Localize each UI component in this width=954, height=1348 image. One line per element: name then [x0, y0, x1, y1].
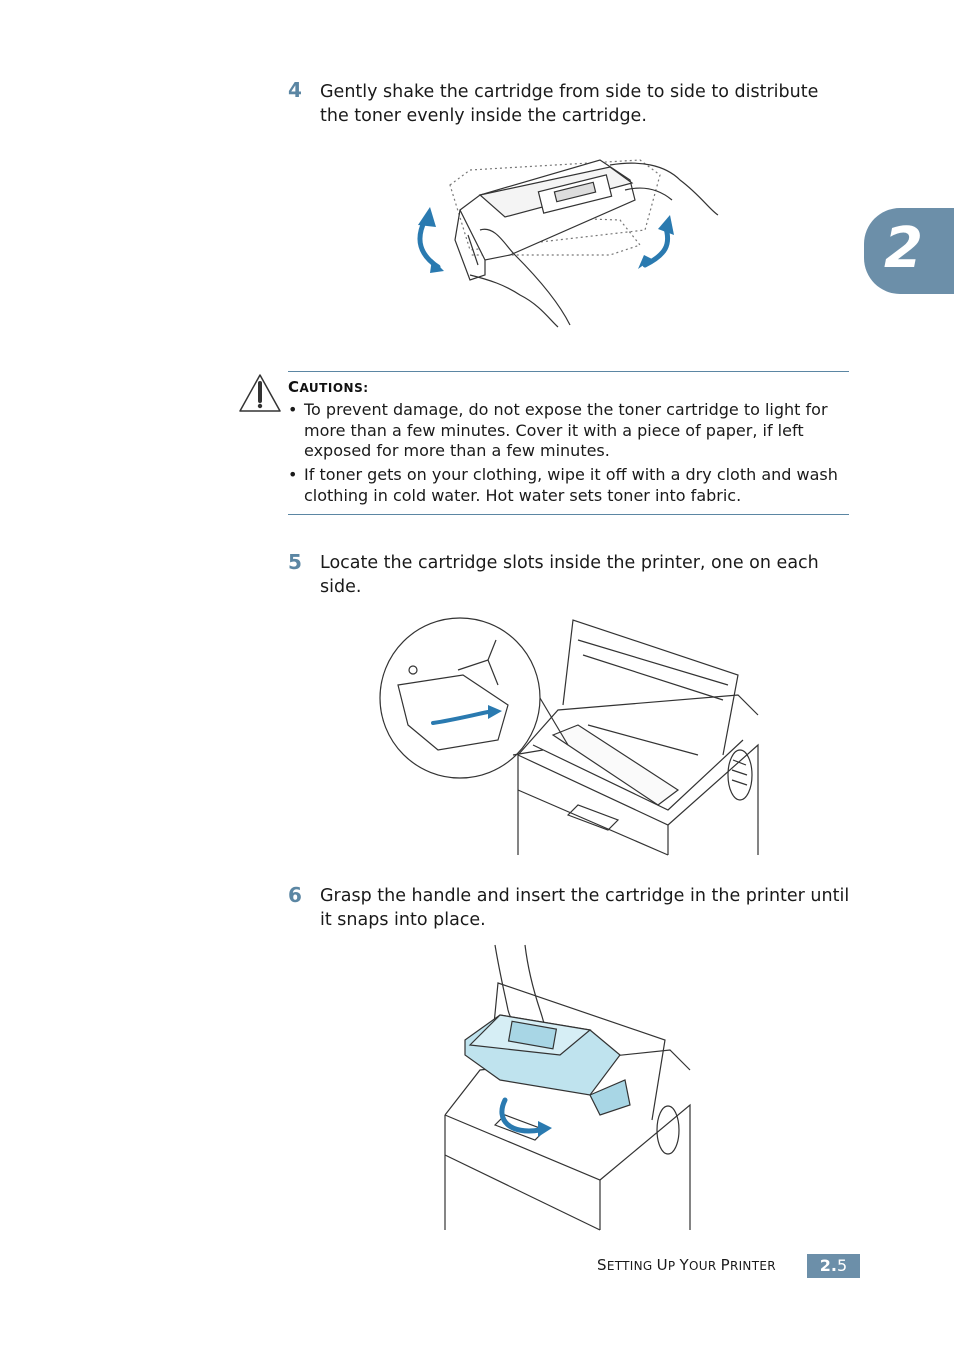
bullet-dot: •	[288, 400, 298, 419]
caution-bottom-rule	[288, 514, 849, 515]
footer-section-title	[597, 1256, 776, 1274]
page-number: 5	[837, 1256, 848, 1275]
chapter-tab	[864, 208, 954, 294]
bullet-dot: •	[288, 465, 298, 484]
footer-title-part: P	[667, 1259, 680, 1273]
footer-title-part: RINTER	[729, 1259, 776, 1273]
footer-title-part: OUR	[689, 1259, 721, 1273]
footer-title-part: ETTING	[606, 1259, 657, 1273]
footer-title-part: S	[597, 1256, 607, 1274]
caution-title	[288, 378, 369, 396]
step-6-text: Grasp the handle and insert the cartridge in the printer until it snaps into place.	[320, 886, 850, 930]
step-4-number: 4	[288, 78, 302, 102]
footer-title-part: P	[720, 1256, 730, 1274]
caution-title-initial: C	[288, 378, 300, 396]
warning-triangle-icon	[238, 373, 282, 413]
page-number-badge	[807, 1254, 860, 1278]
caution-top-rule	[288, 371, 849, 372]
printer-slots-illustration	[378, 615, 770, 860]
footer-title-part: Y	[679, 1256, 689, 1274]
page-chapter: 2.	[819, 1256, 838, 1275]
caution-item-2	[288, 465, 850, 509]
step-5-number: 5	[288, 550, 302, 574]
caution-title-rest: AUTIONS:	[299, 381, 369, 395]
step-4-text: Gently shake the cartridge from side to side to distribute the toner evenly inside the cartridge.	[320, 82, 819, 126]
step-6-number: 6	[288, 883, 302, 907]
shake-cartridge-illustration	[410, 155, 730, 335]
caution-item-1	[288, 400, 850, 464]
chapter-number: 2	[884, 216, 923, 281]
footer-title-part: U	[656, 1256, 668, 1274]
step-5-text: Locate the cartridge slots inside the printer, one on each side.	[320, 553, 819, 597]
insert-cartridge-illustration	[440, 945, 696, 1235]
caution-item-1-text: To prevent damage, do not expose the toner cartridge to light for more than a few minutes. Cover it with a piece of paper, if left exposed for more than a few minutes.	[304, 400, 828, 460]
caution-item-2-text: If toner gets on your clothing, wipe it off with a dry cloth and wash clothing in cold water. Hot water sets toner into fabric.	[304, 465, 838, 505]
